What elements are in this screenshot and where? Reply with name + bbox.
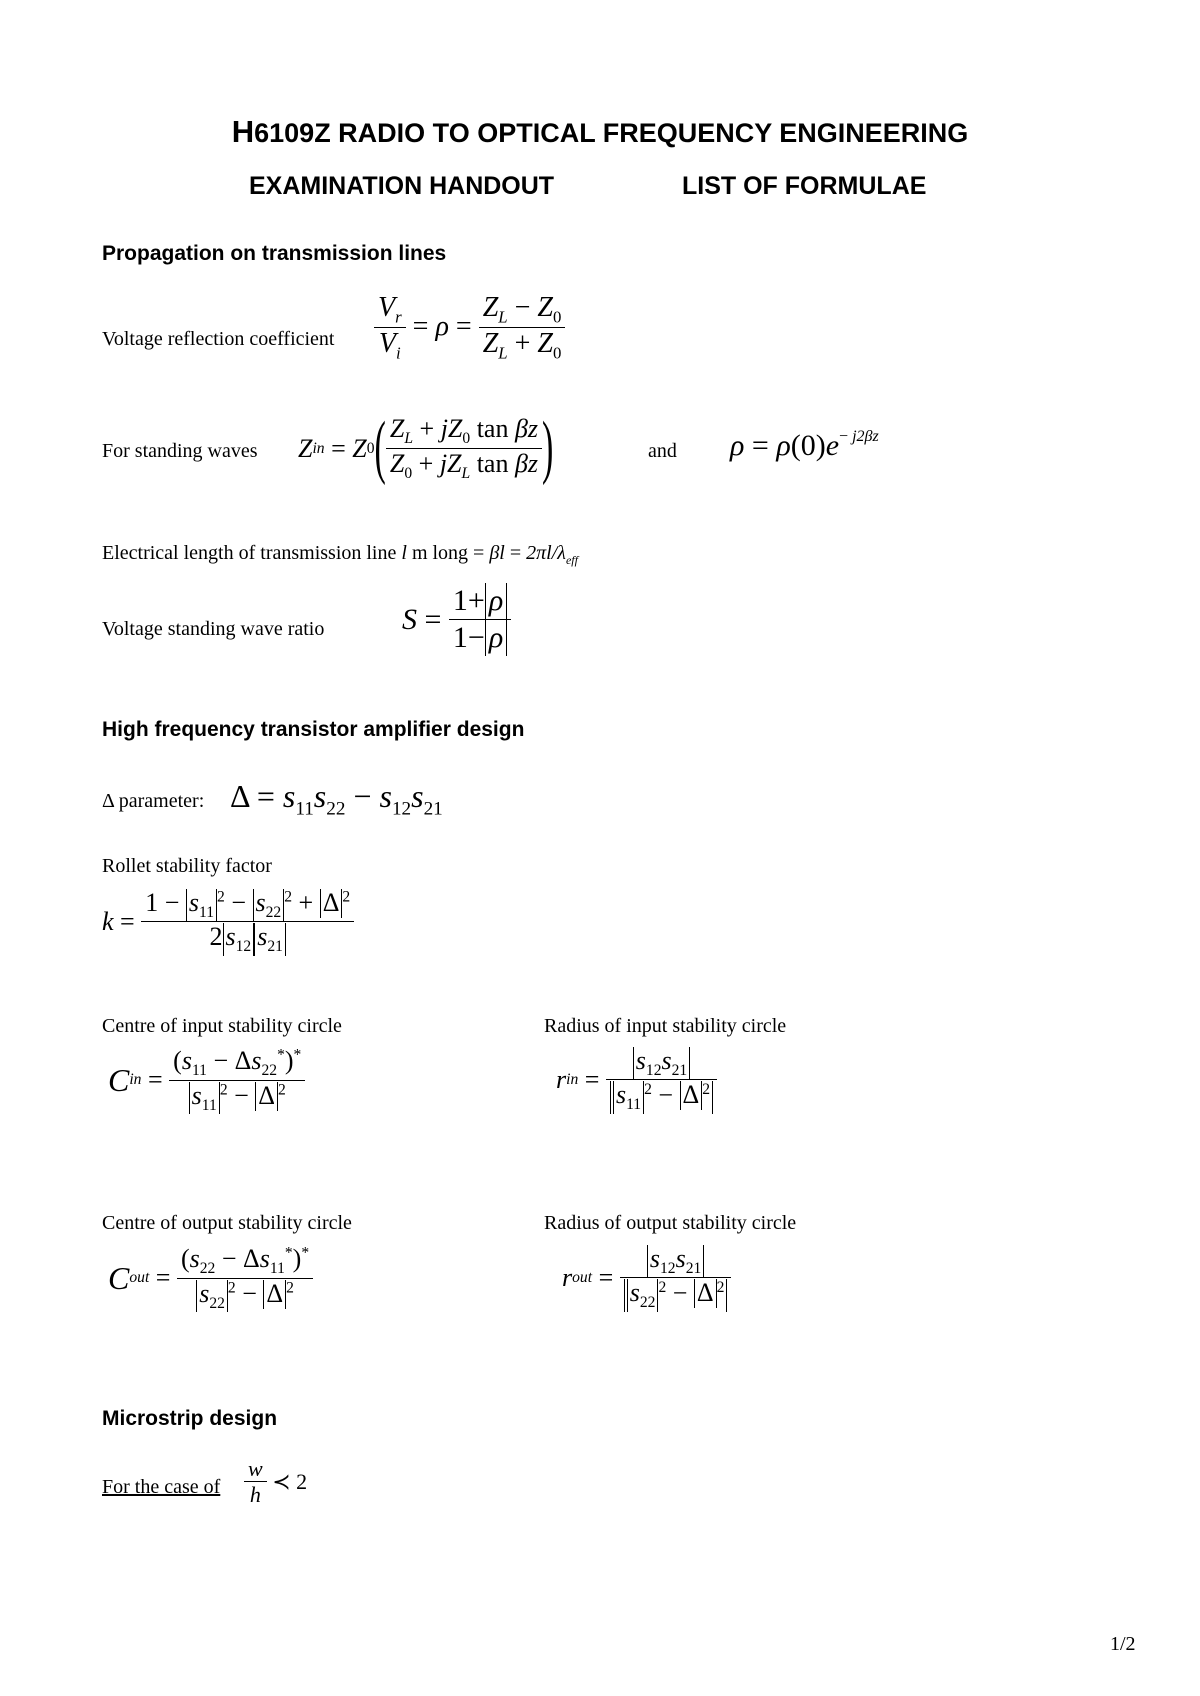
section-transmission-lines: Propagation on transmission lines — [102, 242, 447, 265]
document-title: H6109Z RADIO TO OPTICAL FREQUENCY ENGINEERING — [231, 114, 969, 149]
label-radius-input: Radius of input stability circle — [544, 1015, 787, 1037]
formula-rho-z: $\rho = \rho(0)e^{- j2\beta z}$ — [730, 428, 879, 462]
label-delta-parameter: Δ parameter: — [102, 790, 205, 812]
formula-radius-output: r out = $\frac{s_{12}s_{21}}{s_{22}^2 - \Delta ^2}$ — [562, 1244, 731, 1312]
formula-centre-input: C in = $\frac{(s_{11} - \Delta s_{22}^*)^*}{s_{11}^2 - \Delta ^2}$ — [108, 1046, 305, 1114]
subtitle-formulae: LIST OF FORMULAE — [682, 172, 927, 200]
formula-centre-output: C out = $\frac{(s_{22} - \Delta s_{11}^*)^*}{s_{22}^2 - \Delta ^2}$ — [108, 1244, 313, 1312]
label-centre-output: Centre of output stability circle — [102, 1212, 352, 1234]
section-amplifier-design: High frequency transistor amplifier design — [102, 718, 525, 741]
label-case-of: For the case of — [102, 1476, 221, 1498]
label-and: and — [648, 440, 677, 462]
label-electrical-length: Electrical length of transmission line l m long = $\beta l = 2\pi l/\lambda_{eff}$ — [102, 542, 578, 567]
formula-w-over-h: $\frac{w}{h}$ ≺ 2 — [244, 1456, 307, 1508]
page-number: 1/2 — [1110, 1633, 1136, 1655]
label-reflection-coefficient: Voltage reflection coefficient — [102, 328, 335, 350]
formula-reflection-coefficient: $\frac{V_r}{V_i}$ = ρ = $\frac{Z_L - Z_0}{Z_L + Z_0}$ — [374, 292, 565, 363]
label-standing-waves: For standing waves — [102, 440, 258, 462]
formula-rollet-k: k = $\frac{1 - s_{11}^2 - s_{22}^2 + \Delta ^2}{2 s_{12} s_{21}}$ — [102, 888, 354, 956]
label-radius-output: Radius of output stability circle — [544, 1212, 797, 1234]
label-centre-input: Centre of input stability circle — [102, 1015, 342, 1037]
section-microstrip-design: Microstrip design — [102, 1407, 278, 1430]
label-rollet: Rollet stability factor — [102, 855, 272, 877]
formula-input-impedance: Z in = Z 0 ( $\frac{Z_L + jZ_0 \tan \beta z}{Z_0 + jZ_L \tan \beta z}$ ) — [298, 408, 554, 487]
formula-delta: $\Delta = s_{11}s_{22} - s_{12}s_{21}$ — [230, 778, 443, 820]
subtitle-handout: EXAMINATION HANDOUT — [249, 172, 555, 200]
formula-vswr: S = $\frac{1+ \rho}{1- \rho}$ — [402, 583, 511, 656]
label-vswr: Voltage standing wave ratio — [102, 618, 325, 640]
formula-radius-input: r in = $\frac{s_{12}s_{21}}{s_{11}^2 - \Delta ^2}$ — [556, 1046, 717, 1114]
